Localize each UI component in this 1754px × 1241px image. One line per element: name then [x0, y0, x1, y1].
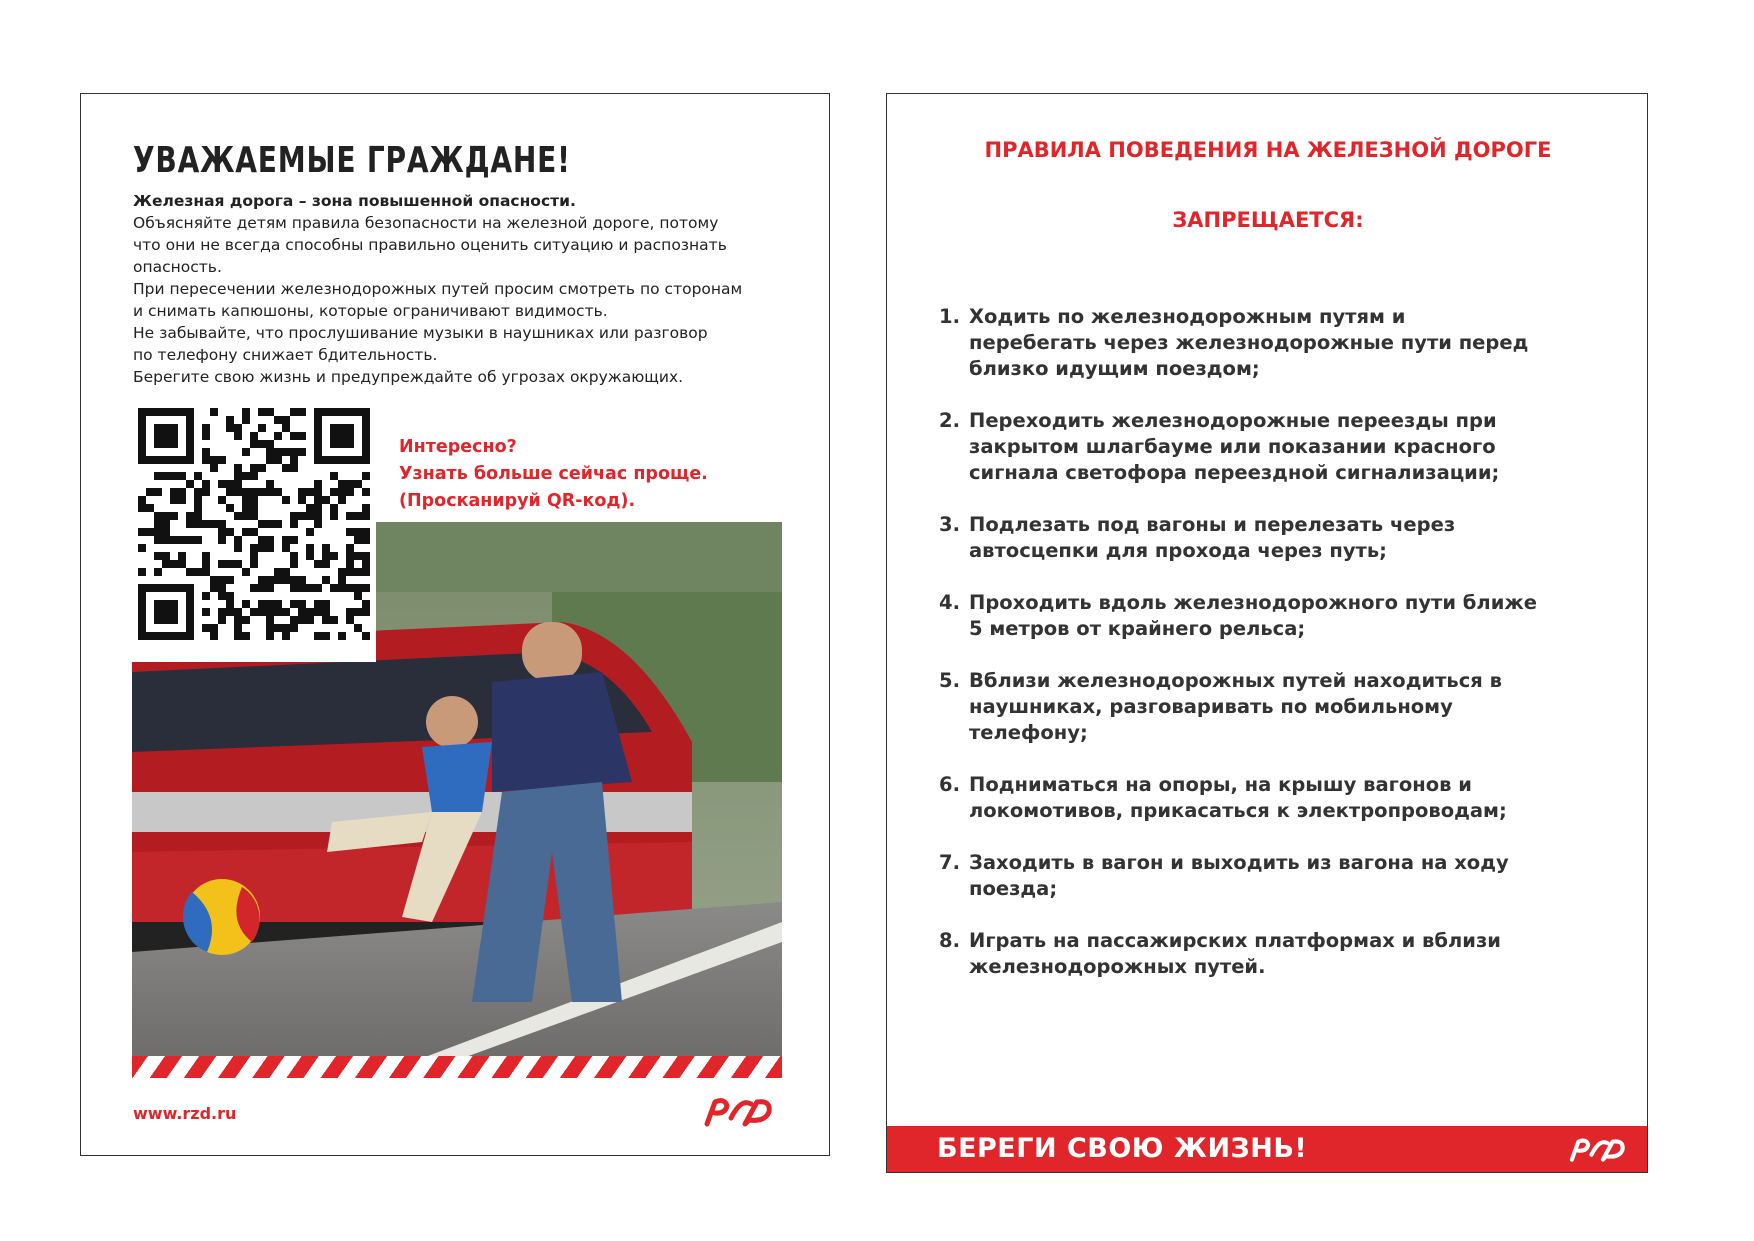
rule-text	[969, 408, 1619, 486]
rules-subtitle: ЗАПРЕЩАЕТСЯ:	[1172, 208, 1364, 232]
list-item	[939, 408, 1619, 486]
list-item	[939, 512, 1619, 564]
list-item	[939, 850, 1619, 902]
rule-text	[969, 928, 1619, 980]
rule-line: Ходить по железнодорожным путям и	[969, 305, 1406, 328]
list-item	[939, 668, 1619, 746]
page-heading: УВАЖАЕМЫЕ ГРАЖДАНЕ!	[133, 140, 571, 181]
rule-line: Играть на пассажирских платформах и вблизи	[969, 929, 1501, 952]
intro-line: опасность.	[133, 258, 222, 276]
intro-line: Не забывайте, что прослушивание музыки в наушниках или разговор	[133, 324, 708, 342]
qr-callout-line: (Просканируй QR-код).	[399, 491, 636, 511]
list-item	[939, 590, 1619, 642]
rule-line: Подлезать под вагоны и перелезать через	[969, 513, 1456, 536]
rule-line: Заходить в вагон и выходить из вагона на ходу	[969, 851, 1509, 874]
rule-line: железнодорожных путей.	[969, 955, 1266, 978]
intro-line: Объясняйте детям правила безопасности на железной дороге, потому	[133, 214, 719, 232]
rule-line: Проходить вдоль железнодорожного пути ближе	[969, 591, 1537, 614]
rzd-logo-icon	[1567, 1134, 1629, 1164]
qr-callout	[399, 434, 708, 515]
rule-number: 2.	[939, 409, 960, 432]
rule-text	[969, 590, 1619, 642]
list-item	[939, 772, 1619, 824]
intro-lead: Железная дорога – зона повышенной опасности.	[133, 192, 576, 210]
qr-callout-line: Узнать больше сейчас проще.	[399, 464, 708, 484]
qr-callout-line: Интересно?	[399, 437, 517, 457]
right-page	[886, 93, 1648, 1173]
website-link[interactable]: www.rzd.ru	[133, 1104, 237, 1123]
rule-line: Переходить железнодорожные переезды при	[969, 409, 1497, 432]
rule-number: 3.	[939, 513, 960, 536]
rule-line: закрытом шлагбауме или показании красного	[969, 435, 1496, 458]
rule-number: 8.	[939, 929, 960, 952]
intro-line: При пересечении железнодорожных путей просим смотреть по сторонам	[133, 280, 743, 298]
rule-line: Подниматься на опоры, на крышу вагонов и	[969, 773, 1472, 796]
qr-code-icon[interactable]	[132, 402, 376, 662]
rule-number: 1.	[939, 305, 960, 328]
rule-text	[969, 772, 1619, 824]
rules-title: ПРАВИЛА ПОВЕДЕНИЯ НА ЖЕЛЕЗНОЙ ДОРОГЕ	[984, 138, 1552, 162]
intro-line: по телефону снижает бдительность.	[133, 346, 438, 364]
rule-line: Вблизи железнодорожных путей находиться в	[969, 669, 1502, 692]
rules-list	[939, 304, 1619, 1006]
left-page	[80, 93, 830, 1156]
rule-line: сигнала светофора переездной сигнализации;	[969, 461, 1500, 484]
rule-number: 6.	[939, 773, 960, 796]
rule-line: поезда;	[969, 877, 1058, 900]
intro-text	[133, 190, 793, 388]
rule-number: 7.	[939, 851, 960, 874]
rule-line: телефону;	[969, 721, 1088, 744]
rule-text	[969, 304, 1619, 382]
hazard-stripes	[132, 1056, 782, 1078]
rule-line: перебегать через железнодорожные пути перед	[969, 331, 1529, 354]
rule-line: локомотивов, прикасаться к электропроводам;	[969, 799, 1507, 822]
rule-line: близко идущим поездом;	[969, 357, 1260, 380]
list-item	[939, 928, 1619, 980]
rule-number: 5.	[939, 669, 960, 692]
rule-number: 4.	[939, 591, 960, 614]
rzd-logo-icon	[701, 1094, 777, 1128]
rule-line: 5 метров от крайнего рельса;	[969, 617, 1306, 640]
intro-line: Берегите свою жизнь и предупреждайте об угрозах окружающих.	[133, 368, 684, 386]
list-item	[939, 304, 1619, 382]
rule-line: наушниках, разговаривать по мобильному	[969, 695, 1453, 718]
rule-text	[969, 850, 1619, 902]
slogan: БЕРЕГИ СВОЮ ЖИЗНЬ!	[937, 1133, 1308, 1164]
footer-banner	[887, 1126, 1647, 1172]
rule-text	[969, 668, 1619, 746]
intro-line: что они не всегда способны правильно оценить ситуацию и распознать	[133, 236, 727, 254]
rule-text	[969, 512, 1619, 564]
intro-line: и снимать капюшоны, которые ограничивают видимость.	[133, 302, 608, 320]
rule-line: автосцепки для прохода через путь;	[969, 539, 1387, 562]
